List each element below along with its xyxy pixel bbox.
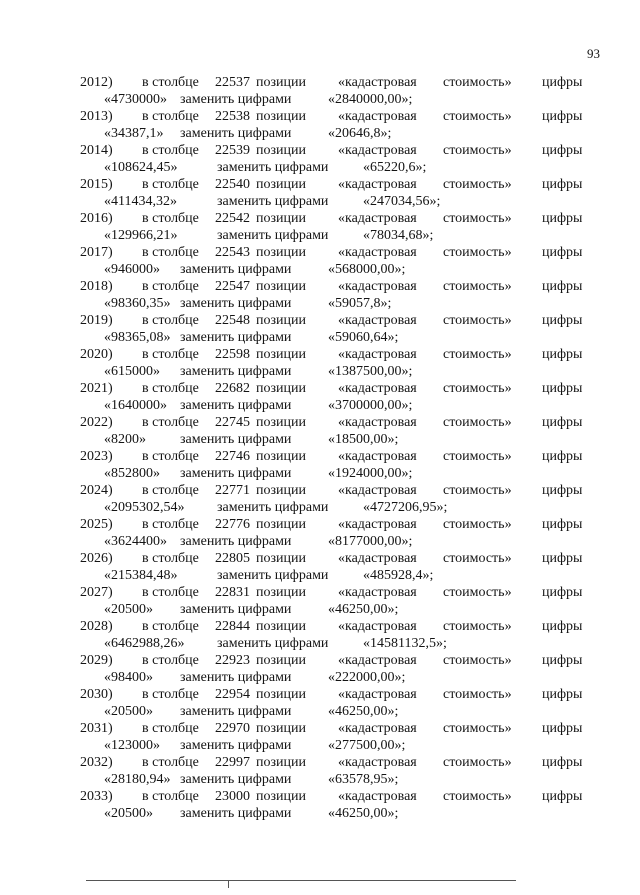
cost-word: стоимость» [443, 483, 512, 498]
cost-word: стоимость» [443, 687, 512, 702]
position-word: позиции [256, 381, 306, 396]
amendment-line-1 [0, 142, 640, 159]
cadastral-word: «кадастровая [338, 75, 417, 90]
amendment-item [0, 312, 640, 346]
digits-word: цифры [542, 143, 583, 158]
old-value: «1640000» [104, 398, 167, 413]
amendment-line-1 [0, 754, 640, 771]
cost-word: стоимость» [443, 415, 512, 430]
amendment-line-2 [0, 567, 640, 584]
column-number: 22805 [215, 551, 250, 566]
cadastral-word: «кадастровая [338, 313, 417, 328]
column-word: в столбце [142, 313, 199, 328]
cost-word: стоимость» [443, 143, 512, 158]
item-number: 2021) [80, 381, 113, 396]
amendments-list [0, 74, 640, 822]
position-word: позиции [256, 449, 306, 464]
amendment-line-2 [0, 601, 640, 618]
replace-phrase: заменить цифрами [217, 228, 329, 243]
amendment-item [0, 516, 640, 550]
replace-phrase: заменить цифрами [217, 160, 329, 175]
old-value: «108624,45» [104, 160, 178, 175]
replace-phrase: заменить цифрами [180, 262, 292, 277]
digits-word: цифры [542, 211, 583, 226]
item-number: 2022) [80, 415, 113, 430]
column-word: в столбце [142, 585, 199, 600]
cadastral-word: «кадастровая [338, 789, 417, 804]
digits-word: цифры [542, 279, 583, 294]
digits-word: цифры [542, 415, 583, 430]
column-number: 22540 [215, 177, 250, 192]
position-word: позиции [256, 721, 306, 736]
digits-word: цифры [542, 109, 583, 124]
replace-phrase: заменить цифрами [217, 500, 329, 515]
old-value: «8200» [104, 432, 146, 447]
item-number: 2017) [80, 245, 113, 260]
amendment-item [0, 346, 640, 380]
replace-phrase: заменить цифрами [217, 568, 329, 583]
cost-word: стоимость» [443, 211, 512, 226]
amendment-item [0, 142, 640, 176]
replace-phrase: заменить цифрами [180, 466, 292, 481]
cost-word: стоимость» [443, 585, 512, 600]
column-word: в столбце [142, 109, 199, 124]
new-value: «46250,00»; [328, 704, 399, 719]
amendment-line-2 [0, 159, 640, 176]
column-word: в столбце [142, 75, 199, 90]
amendment-line-2 [0, 805, 640, 822]
new-value: «1924000,00»; [328, 466, 413, 481]
cadastral-word: «кадастровая [338, 415, 417, 430]
amendment-line-1 [0, 788, 640, 805]
column-word: в столбце [142, 245, 199, 260]
amendment-item [0, 550, 640, 584]
new-value: «46250,00»; [328, 806, 399, 821]
column-number: 22537 [215, 75, 250, 90]
position-word: позиции [256, 653, 306, 668]
item-number: 2024) [80, 483, 113, 498]
amendment-line-1 [0, 346, 640, 363]
cost-word: стоимость» [443, 313, 512, 328]
amendment-item [0, 210, 640, 244]
amendment-line-1 [0, 516, 640, 533]
amendment-line-2 [0, 261, 640, 278]
amendment-line-1 [0, 720, 640, 737]
position-word: позиции [256, 789, 306, 804]
old-value: «98365,08» [104, 330, 171, 345]
replace-phrase: заменить цифрами [180, 670, 292, 685]
amendment-item [0, 278, 640, 312]
amendment-line-2 [0, 703, 640, 720]
amendment-line-2 [0, 431, 640, 448]
column-number: 22745 [215, 415, 250, 430]
column-number: 22682 [215, 381, 250, 396]
position-word: позиции [256, 313, 306, 328]
column-number: 22598 [215, 347, 250, 362]
old-value: «615000» [104, 364, 160, 379]
column-number: 22954 [215, 687, 250, 702]
amendment-line-1 [0, 108, 640, 125]
amendment-line-2 [0, 125, 640, 142]
amendment-item [0, 244, 640, 278]
column-word: в столбце [142, 483, 199, 498]
replace-phrase: заменить цифрами [217, 636, 329, 651]
cost-word: стоимость» [443, 789, 512, 804]
amendment-line-1 [0, 618, 640, 635]
old-value: «4730000» [104, 92, 167, 107]
new-value: «46250,00»; [328, 602, 399, 617]
position-word: позиции [256, 75, 306, 90]
position-word: позиции [256, 109, 306, 124]
old-value: «411434,32» [104, 194, 177, 209]
position-word: позиции [256, 619, 306, 634]
column-word: в столбце [142, 211, 199, 226]
column-number: 22548 [215, 313, 250, 328]
cost-word: стоимость» [443, 551, 512, 566]
digits-word: цифры [542, 721, 583, 736]
new-value: «485928,4»; [363, 568, 434, 583]
cadastral-word: «кадастровая [338, 449, 417, 464]
replace-phrase: заменить цифрами [180, 330, 292, 345]
amendment-item [0, 788, 640, 822]
amendment-line-1 [0, 380, 640, 397]
replace-phrase: заменить цифрами [180, 92, 292, 107]
amendment-item [0, 686, 640, 720]
position-word: позиции [256, 245, 306, 260]
column-number: 22776 [215, 517, 250, 532]
item-number: 2026) [80, 551, 113, 566]
amendment-line-1 [0, 448, 640, 465]
old-value: «98360,35» [104, 296, 171, 311]
digits-word: цифры [542, 551, 583, 566]
digits-word: цифры [542, 755, 583, 770]
cost-word: стоимость» [443, 517, 512, 532]
position-word: позиции [256, 483, 306, 498]
cadastral-word: «кадастровая [338, 109, 417, 124]
cadastral-word: «кадастровая [338, 619, 417, 634]
item-number: 2031) [80, 721, 113, 736]
replace-phrase: заменить цифрами [217, 194, 329, 209]
column-word: в столбце [142, 721, 199, 736]
old-value: «2095302,54» [104, 500, 185, 515]
new-value: «18500,00»; [328, 432, 399, 447]
amendment-item [0, 108, 640, 142]
cost-word: стоимость» [443, 245, 512, 260]
old-value: «20500» [104, 806, 153, 821]
amendment-item [0, 584, 640, 618]
cadastral-word: «кадастровая [338, 517, 417, 532]
amendment-line-2 [0, 329, 640, 346]
column-word: в столбце [142, 619, 199, 634]
digits-word: цифры [542, 347, 583, 362]
new-value: «8177000,00»; [328, 534, 413, 549]
cost-word: стоимость» [443, 755, 512, 770]
cost-word: стоимость» [443, 449, 512, 464]
old-value: «852800» [104, 466, 160, 481]
digits-word: цифры [542, 653, 583, 668]
amendment-line-2 [0, 363, 640, 380]
amendment-item [0, 652, 640, 686]
replace-phrase: заменить цифрами [180, 398, 292, 413]
cadastral-word: «кадастровая [338, 381, 417, 396]
amendment-item [0, 74, 640, 108]
amendment-item [0, 754, 640, 788]
column-word: в столбце [142, 517, 199, 532]
amendment-line-1 [0, 584, 640, 601]
old-value: «215384,48» [104, 568, 178, 583]
item-number: 2030) [80, 687, 113, 702]
column-number: 22771 [215, 483, 250, 498]
new-value: «277500,00»; [328, 738, 406, 753]
position-word: позиции [256, 755, 306, 770]
column-number: 22923 [215, 653, 250, 668]
amendment-line-1 [0, 652, 640, 669]
old-value: «20500» [104, 602, 153, 617]
digits-word: цифры [542, 177, 583, 192]
amendment-item [0, 380, 640, 414]
amendment-line-1 [0, 244, 640, 261]
cost-word: стоимость» [443, 177, 512, 192]
new-value: «1387500,00»; [328, 364, 413, 379]
amendment-line-2 [0, 669, 640, 686]
cadastral-word: «кадастровая [338, 177, 417, 192]
cadastral-word: «кадастровая [338, 721, 417, 736]
cadastral-word: «кадастровая [338, 211, 417, 226]
old-value: «6462988,26» [104, 636, 185, 651]
item-number: 2013) [80, 109, 113, 124]
amendment-line-2 [0, 771, 640, 788]
cost-word: стоимость» [443, 381, 512, 396]
new-value: «4727206,95»; [363, 500, 448, 515]
old-value: «129966,21» [104, 228, 178, 243]
position-word: позиции [256, 687, 306, 702]
column-word: в столбце [142, 415, 199, 430]
position-word: позиции [256, 211, 306, 226]
cadastral-word: «кадастровая [338, 653, 417, 668]
cost-word: стоимость» [443, 653, 512, 668]
column-number: 22997 [215, 755, 250, 770]
amendment-item [0, 176, 640, 210]
replace-phrase: заменить цифрами [180, 738, 292, 753]
new-value: «222000,00»; [328, 670, 406, 685]
column-word: в столбце [142, 143, 199, 158]
item-number: 2014) [80, 143, 113, 158]
old-value: «123000» [104, 738, 160, 753]
item-number: 2016) [80, 211, 113, 226]
position-word: позиции [256, 585, 306, 600]
new-value: «59057,8»; [328, 296, 392, 311]
amendment-line-2 [0, 533, 640, 550]
column-word: в столбце [142, 755, 199, 770]
old-value: «98400» [104, 670, 153, 685]
cadastral-word: «кадастровая [338, 347, 417, 362]
column-number: 22543 [215, 245, 250, 260]
item-number: 2012) [80, 75, 113, 90]
column-number: 22970 [215, 721, 250, 736]
column-number: 22538 [215, 109, 250, 124]
old-value: «34387,1» [104, 126, 164, 141]
cadastral-word: «кадастровая [338, 245, 417, 260]
position-word: позиции [256, 347, 306, 362]
digits-word: цифры [542, 75, 583, 90]
position-word: позиции [256, 415, 306, 430]
digits-word: цифры [542, 687, 583, 702]
replace-phrase: заменить цифрами [180, 772, 292, 787]
cadastral-word: «кадастровая [338, 755, 417, 770]
replace-phrase: заменить цифрами [180, 806, 292, 821]
amendment-line-2 [0, 465, 640, 482]
item-number: 2025) [80, 517, 113, 532]
replace-phrase: заменить цифрами [180, 432, 292, 447]
column-number: 22542 [215, 211, 250, 226]
column-word: в столбце [142, 687, 199, 702]
amendment-line-2 [0, 227, 640, 244]
amendment-item [0, 414, 640, 448]
item-number: 2015) [80, 177, 113, 192]
position-word: позиции [256, 143, 306, 158]
item-number: 2032) [80, 755, 113, 770]
amendment-line-1 [0, 414, 640, 431]
footer-rule [86, 880, 516, 881]
cost-word: стоимость» [443, 75, 512, 90]
column-number: 22746 [215, 449, 250, 464]
cost-word: стоимость» [443, 347, 512, 362]
item-number: 2027) [80, 585, 113, 600]
old-value: «28180,94» [104, 772, 171, 787]
amendment-line-1 [0, 74, 640, 91]
column-number: 23000 [215, 789, 250, 804]
page-number: 93 [587, 46, 600, 61]
old-value: «946000» [104, 262, 160, 277]
old-value: «20500» [104, 704, 153, 719]
amendment-item [0, 448, 640, 482]
new-value: «59060,64»; [328, 330, 399, 345]
item-number: 2018) [80, 279, 113, 294]
amendment-line-1 [0, 210, 640, 227]
column-word: в столбце [142, 177, 199, 192]
digits-word: цифры [542, 313, 583, 328]
digits-word: цифры [542, 517, 583, 532]
cadastral-word: «кадастровая [338, 143, 417, 158]
amendment-line-1 [0, 550, 640, 567]
amendment-line-1 [0, 278, 640, 295]
digits-word: цифры [542, 619, 583, 634]
amendment-line-1 [0, 312, 640, 329]
column-word: в столбце [142, 551, 199, 566]
position-word: позиции [256, 177, 306, 192]
item-number: 2029) [80, 653, 113, 668]
amendment-line-2 [0, 635, 640, 652]
replace-phrase: заменить цифрами [180, 534, 292, 549]
new-value: «2840000,00»; [328, 92, 413, 107]
digits-word: цифры [542, 381, 583, 396]
amendment-line-2 [0, 737, 640, 754]
cadastral-word: «кадастровая [338, 279, 417, 294]
column-word: в столбце [142, 381, 199, 396]
column-word: в столбце [142, 449, 199, 464]
replace-phrase: заменить цифрами [180, 126, 292, 141]
digits-word: цифры [542, 789, 583, 804]
amendment-line-1 [0, 686, 640, 703]
replace-phrase: заменить цифрами [180, 704, 292, 719]
cadastral-word: «кадастровая [338, 483, 417, 498]
new-value: «247034,56»; [363, 194, 441, 209]
cadastral-word: «кадастровая [338, 687, 417, 702]
digits-word: цифры [542, 483, 583, 498]
amendment-line-2 [0, 397, 640, 414]
position-word: позиции [256, 279, 306, 294]
old-value: «3624400» [104, 534, 167, 549]
item-number: 2028) [80, 619, 113, 634]
amendment-item [0, 482, 640, 516]
item-number: 2019) [80, 313, 113, 328]
item-number: 2033) [80, 789, 113, 804]
replace-phrase: заменить цифрами [180, 602, 292, 617]
amendment-item [0, 618, 640, 652]
amendment-item [0, 720, 640, 754]
column-number: 22539 [215, 143, 250, 158]
column-word: в столбце [142, 347, 199, 362]
new-value: «78034,68»; [363, 228, 434, 243]
digits-word: цифры [542, 585, 583, 600]
new-value: «63578,95»; [328, 772, 399, 787]
replace-phrase: заменить цифрами [180, 364, 292, 379]
cost-word: стоимость» [443, 279, 512, 294]
new-value: «3700000,00»; [328, 398, 413, 413]
cost-word: стоимость» [443, 109, 512, 124]
item-number: 2020) [80, 347, 113, 362]
cost-word: стоимость» [443, 619, 512, 634]
cost-word: стоимость» [443, 721, 512, 736]
column-number: 22844 [215, 619, 250, 634]
amendment-line-2 [0, 499, 640, 516]
new-value: «20646,8»; [328, 126, 392, 141]
amendment-line-1 [0, 482, 640, 499]
column-word: в столбце [142, 653, 199, 668]
column-number: 22547 [215, 279, 250, 294]
amendment-line-2 [0, 91, 640, 108]
cadastral-word: «кадастровая [338, 551, 417, 566]
new-value: «14581132,5»; [363, 636, 447, 651]
amendment-line-1 [0, 176, 640, 193]
column-word: в столбце [142, 789, 199, 804]
position-word: позиции [256, 517, 306, 532]
position-word: позиции [256, 551, 306, 566]
column-number: 22831 [215, 585, 250, 600]
new-value: «65220,6»; [363, 160, 427, 175]
digits-word: цифры [542, 245, 583, 260]
amendment-line-2 [0, 295, 640, 312]
new-value: «568000,00»; [328, 262, 406, 277]
cadastral-word: «кадастровая [338, 585, 417, 600]
column-word: в столбце [142, 279, 199, 294]
footer-tick [228, 880, 229, 888]
digits-word: цифры [542, 449, 583, 464]
replace-phrase: заменить цифрами [180, 296, 292, 311]
amendment-line-2 [0, 193, 640, 210]
item-number: 2023) [80, 449, 113, 464]
